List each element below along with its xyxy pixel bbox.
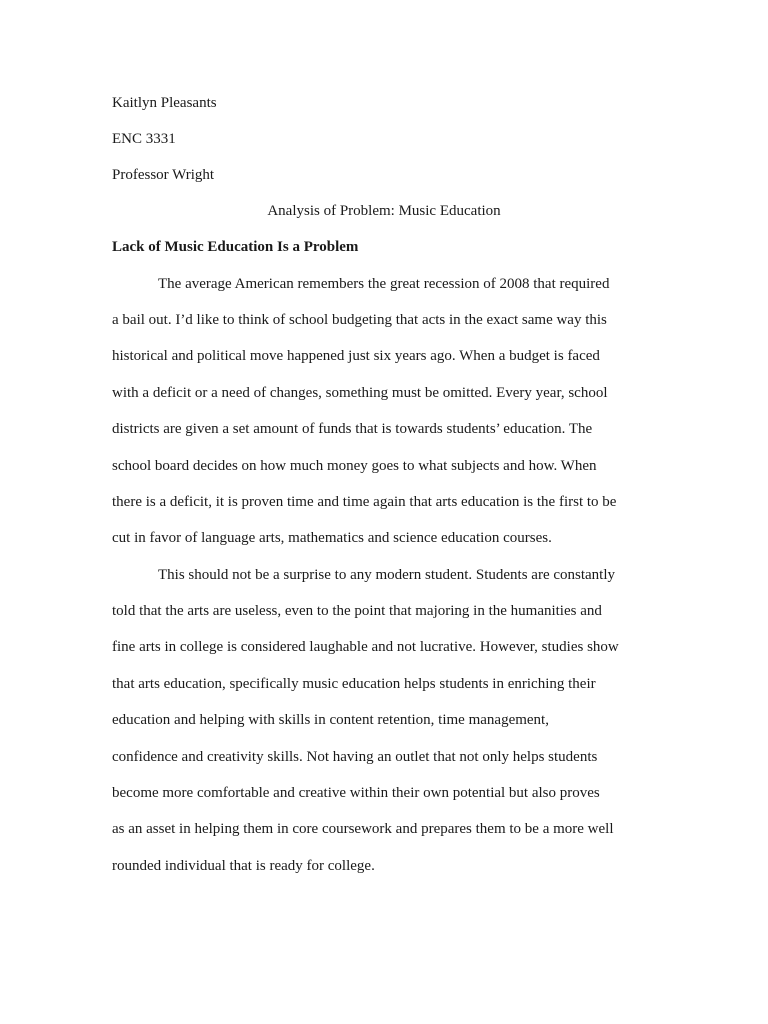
paragraph-2-line-2: told that the arts are useless, even to the point that majoring in the humanities and <box>112 603 602 619</box>
professor-name: Professor Wright <box>112 167 215 183</box>
document-title: Analysis of Problem: Music Education <box>267 203 501 219</box>
paragraph-2-line-4: that arts education, specifically music education helps students in enriching their <box>112 676 596 692</box>
paragraph-1-line-3: historical and political move happened just six years ago. When a budget is faced <box>112 348 600 364</box>
author-name: Kaitlyn Pleasants <box>112 95 217 111</box>
paragraph-2-line-9: rounded individual that is ready for college. <box>112 858 375 874</box>
paragraph-1-line-1: The average American remembers the great recession of 2008 that required <box>158 276 610 292</box>
section-heading: Lack of Music Education Is a Problem <box>112 239 359 255</box>
paragraph-1-line-4: with a deficit or a need of changes, something must be omitted. Every year, school <box>112 385 608 401</box>
paragraph-2-line-3: fine arts in college is considered laughable and not lucrative. However, studies show <box>112 639 619 655</box>
paragraph-2-line-8: as an asset in helping them in core coursework and prepares them to be a more well <box>112 821 614 837</box>
paragraph-1-line-7: there is a deficit, it is proven time and time again that arts education is the first to be <box>112 494 617 510</box>
paragraph-1-line-6: school board decides on how much money goes to what subjects and how. When <box>112 458 597 474</box>
paragraph-2-line-7: become more comfortable and creative within their own potential but also proves <box>112 785 600 801</box>
paragraph-2-line-5: education and helping with skills in content retention, time management, <box>112 712 549 728</box>
paragraph-1-line-5: districts are given a set amount of funds that is towards students’ education. The <box>112 421 593 437</box>
paragraph-1-line-2: a bail out. I’d like to think of school budgeting that acts in the exact same way this <box>112 312 607 328</box>
paragraph-2-line-6: confidence and creativity skills. Not having an outlet that not only helps students <box>112 749 598 765</box>
paragraph-2-line-1: This should not be a surprise to any modern student. Students are constantly <box>158 567 616 583</box>
paragraph-1-line-8: cut in favor of language arts, mathematics and science education courses. <box>112 530 552 546</box>
course-code: ENC 3331 <box>112 131 176 147</box>
